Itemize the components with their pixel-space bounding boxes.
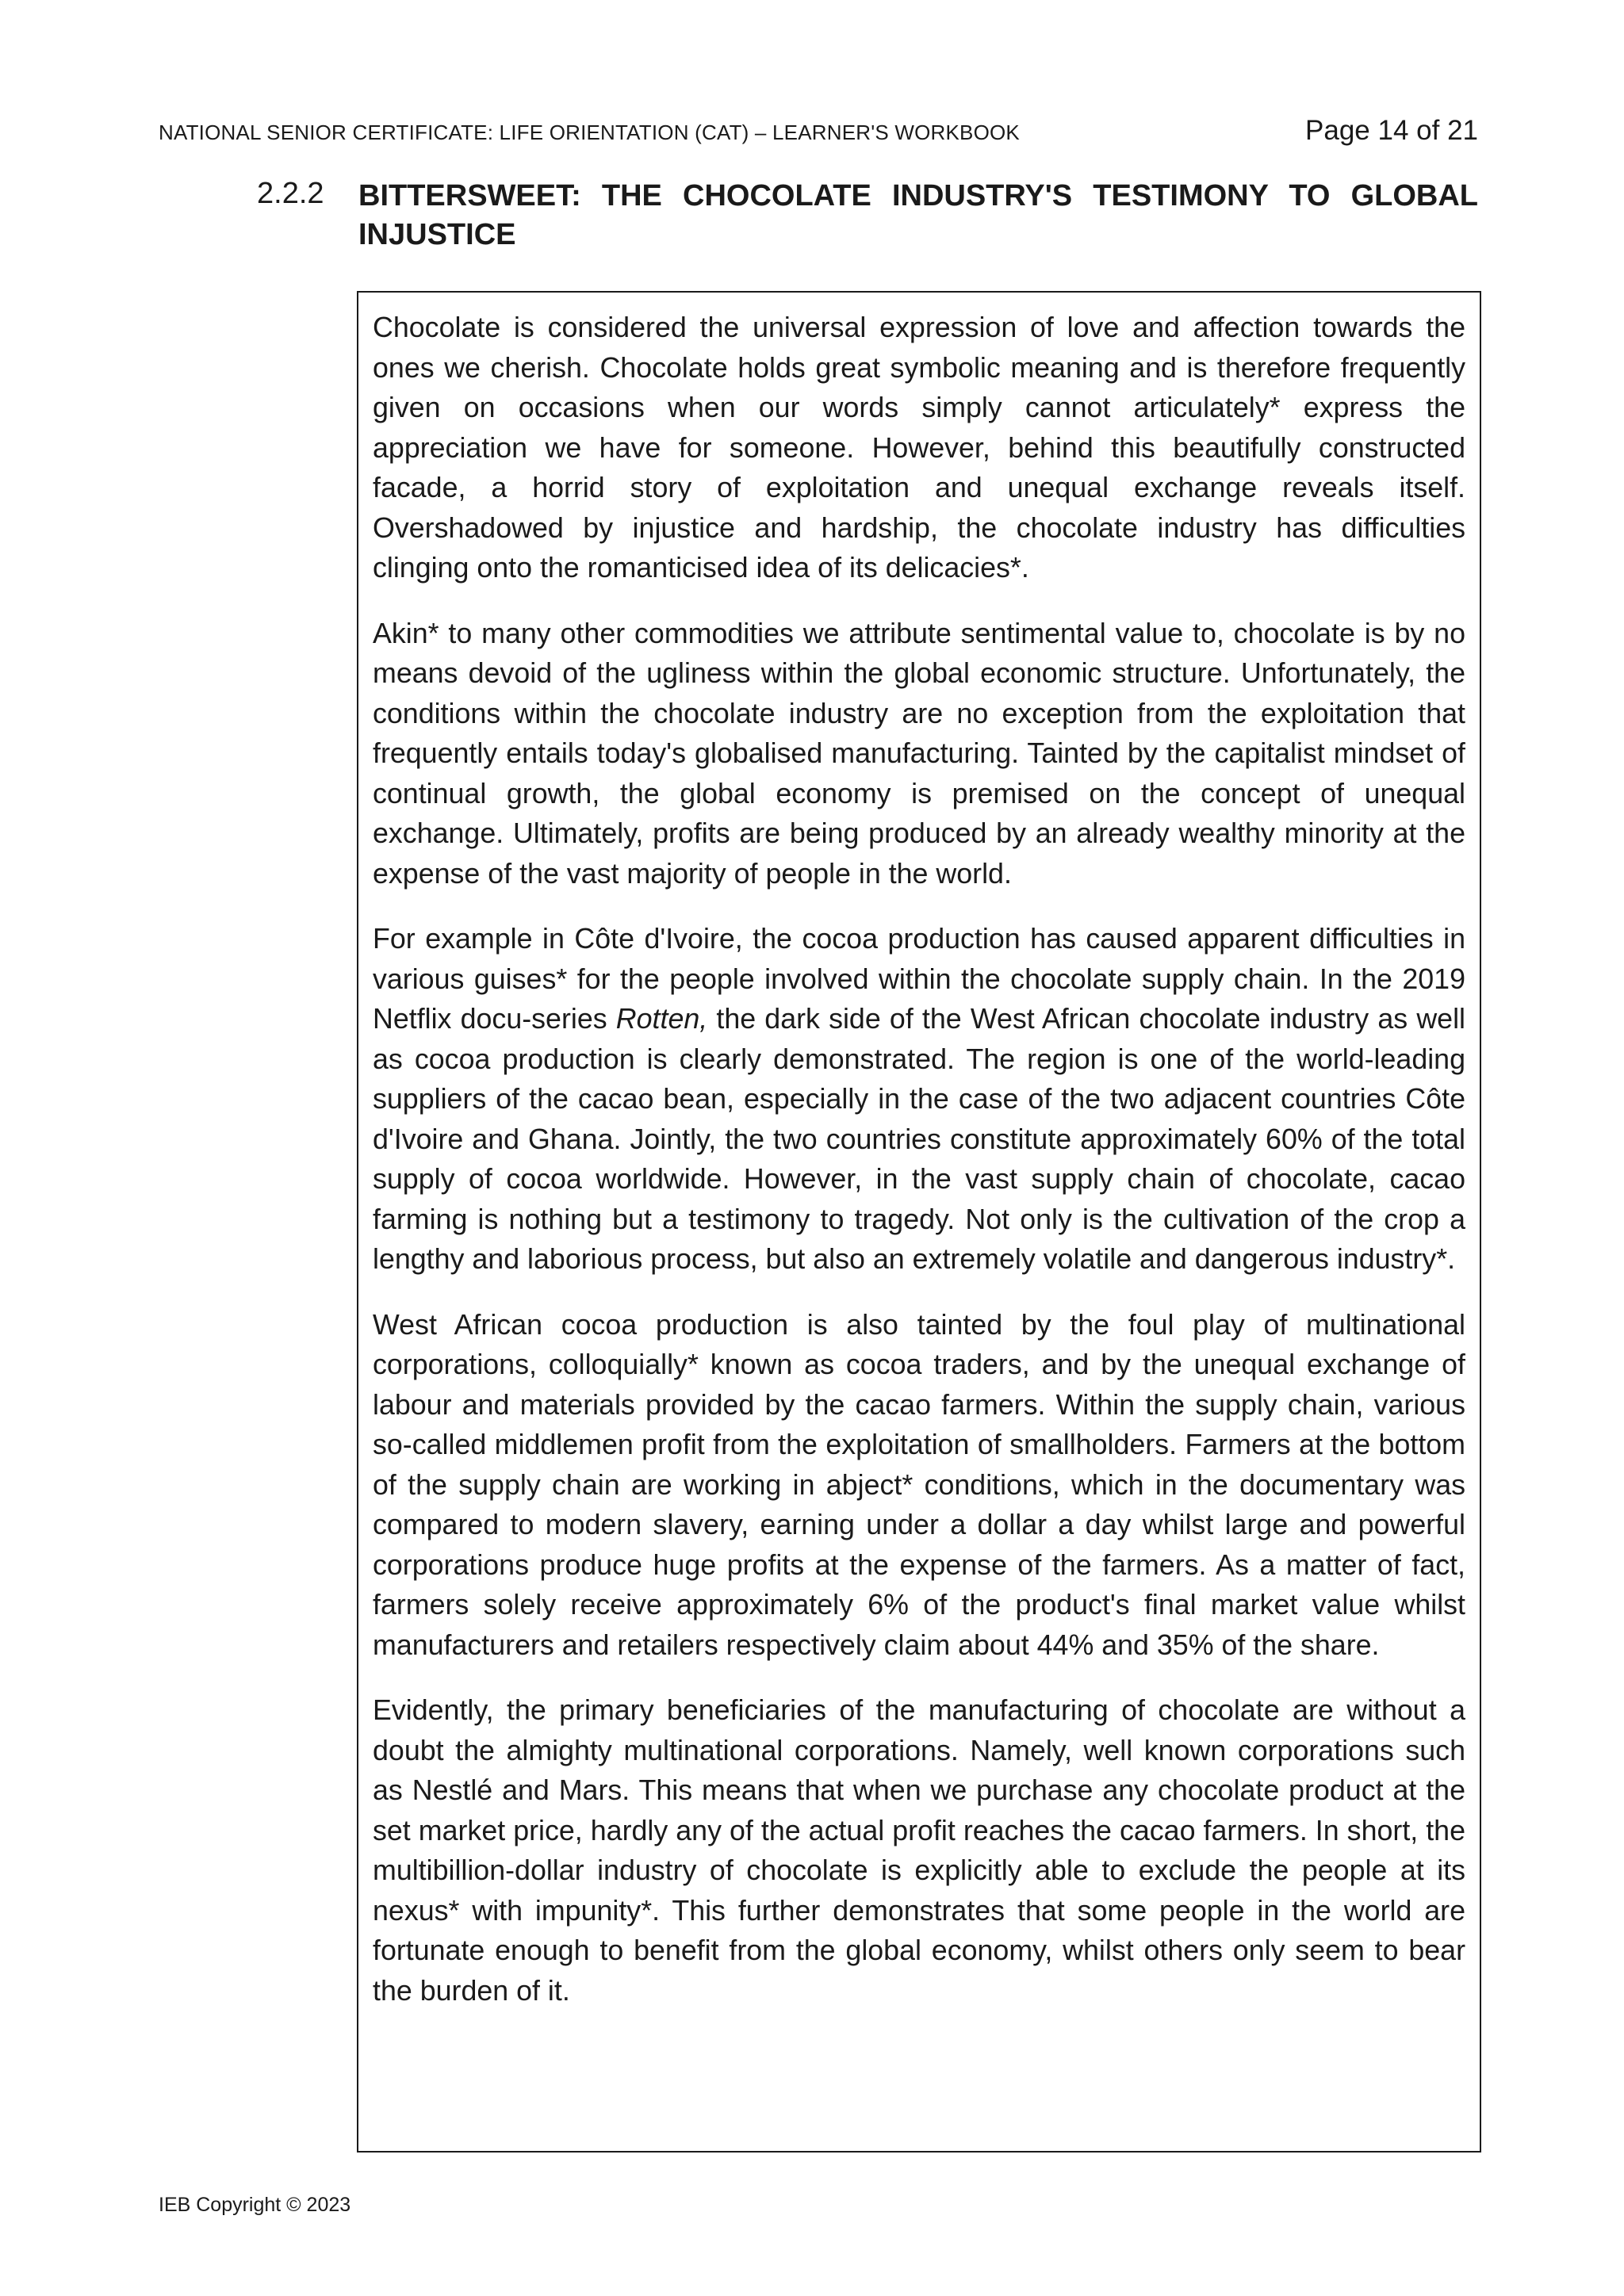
section-number: 2.2.2 [257, 177, 324, 210]
article-paragraph-2: Akin* to many other commodities we attribute sentimental value to, chocolate is by no means devoid of the ugliness within the global economic structure. Unfortunately, the conditions within the chocolate industry are no exception from the exploitation that frequently entails today's globalised manufacturing. Tainted by the capitalist mindset of continual growth, the global economy is premised on the concept of unequal exchange. Ultimately, profits are being produced by an already wealthy minority at the expense of the vast majority of people in the world. [373, 617, 1465, 890]
section-title: BITTERSWEET: THE CHOCOLATE INDUSTRY'S TESTIMONY TO GLOBAL INJUSTICE [358, 179, 1478, 251]
article-paragraph-1: Chocolate is considered the universal expression of love and affection towards the ones we cherish. Chocolate holds great symbolic meaning and is therefore frequently given on occasions when our words simply cannot articulately* express the appreciation we have for someone. However, behind this beautifully constructed facade, a horrid story of exploitation and unequal exchange reveals itself. Overshadowed by injustice and hardship, the chocolate industry has difficulties clinging onto the romanticised idea of its delicacies*. [373, 312, 1465, 584]
copyright-footer: IEB Copyright © 2023 [159, 2194, 351, 2216]
article-paragraph-4: West African cocoa production is also tainted by the foul play of multinational corporations, colloquially* known as cocoa traders, and by the unequal exchange of labour and materials provided by the cacao farmers. Within the supply chain, various so-called middlemen profit from the exploitation of smallholders. Farmers at the bottom of the supply chain are working in abject* conditions, which in the documentary was compared to modern slavery, earning under a dollar a day whilst large and powerful corporations produce huge profits at the expense of the farmers. As a matter of fact, farmers solely receive approximately 6% of the product's final market value whilst manufacturers and retailers respectively claim about 44% and 35% of the share. [373, 1308, 1465, 1661]
article-box [357, 291, 1481, 2152]
page-number: Page 14 of 21 [1305, 115, 1478, 146]
document-title: NATIONAL SENIOR CERTIFICATE: LIFE ORIENTATION (CAT) – LEARNER'S WORKBOOK [159, 121, 1020, 144]
paragraph-3-text-before: For example in Côte d'Ivoire, the cocoa production has caused apparent difficulties in various guises* for the people involved within the chocolate supply chain. In the 2019 Netflix docu-series [373, 923, 1465, 1035]
paragraph-3-text-after: the dark side of the West African chocolate industry as well as cocoa production is clearly demonstrated. The region is one of the world-leading suppliers of the cacao bean, especially in the case of the two adjacent countries Côte d'Ivoire and Ghana. Jointly, the two countries constitute approximately 60% of the total supply of cocoa worldwide. However, in the vast supply chain of chocolate, cacao farming is nothing but a testimony to tragedy. Not only is the cultivation of the crop a lengthy and laborious process, but also an extremely volatile and dangerous industry*. [373, 1003, 1465, 1275]
article-paragraph-5: Evidently, the primary beneficiaries of the manufacturing of chocolate are without a doubt the almighty multinational corporations. Namely, well known corporations such as Nestlé and Mars. This means that when we purchase any chocolate product at the set market price, hardly any of the actual profit reaches the cacao farmers. In short, the multibillion-dollar industry of chocolate is explicitly able to exclude the people at its nexus* with impunity*. This further demonstrates that some people in the world are fortunate enough to benefit from the global economy, whilst others only seem to bear the burden of it. [373, 1694, 1465, 2007]
series-title: Rotten, [615, 1003, 708, 1035]
article-paragraph-3 [373, 919, 1465, 1280]
